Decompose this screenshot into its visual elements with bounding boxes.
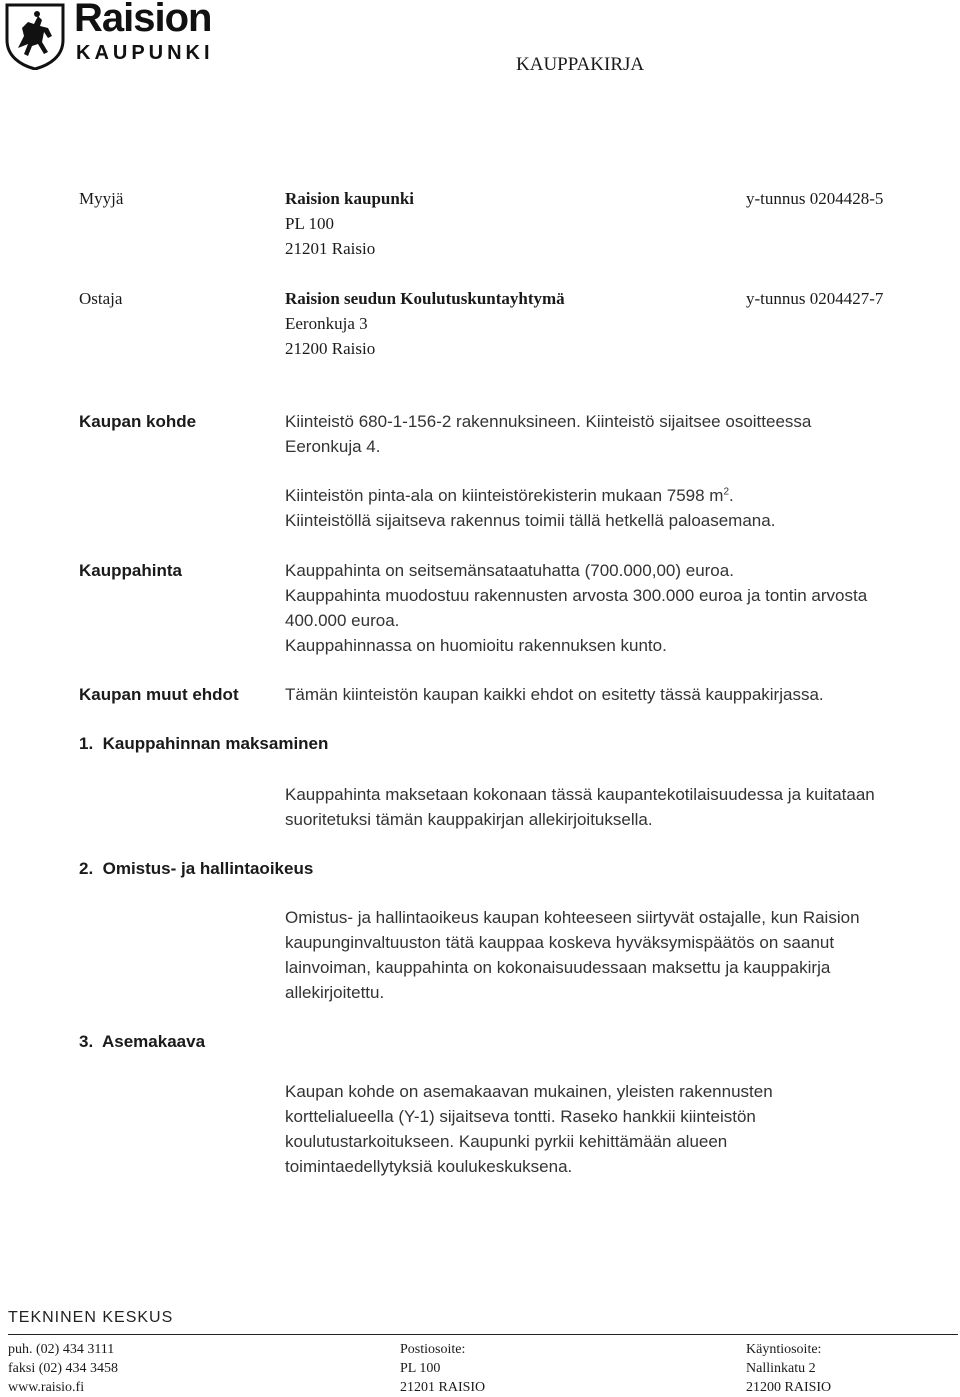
section-3-body — [285, 1079, 773, 1179]
footer-visiting-label: Käyntiosoite: — [746, 1342, 822, 1357]
logo-word-kaupunki: KAUPUNKI — [76, 42, 214, 64]
footer-postal-label: Postiosoite: — [400, 1342, 466, 1357]
section-2-body — [285, 905, 860, 1005]
footer-department: TEKNINEN KESKUS — [8, 1309, 174, 1326]
subject-line-2: Eeronkuja 4. — [285, 437, 381, 456]
footer-postal-city: 21201 RAISIO — [400, 1380, 486, 1395]
subject-area-line — [285, 483, 775, 508]
subject-area-block — [285, 483, 775, 533]
section-2-line-1: Omistus- ja hallintaoikeus kaupan kohteeseen siirtyvät ostajalle, kun Raision — [285, 908, 860, 927]
buyer-address-1: Eeronkuja 3 — [285, 314, 368, 333]
seller-business-id: y-tunnus 0204428-5 — [746, 189, 884, 208]
footer-website-link[interactable]: www.raisio.fi — [8, 1380, 85, 1395]
section-2-line-2: kaupunginvaltuuston tätä kauppaa koskeva hyväksymispäätös on saanut — [285, 933, 835, 952]
price-line-2: Kauppahinta muodostuu rakennusten arvosta 300.000 euroa ja tontin arvosta — [285, 586, 868, 605]
footer-postal-box: PL 100 — [400, 1361, 441, 1376]
area-superscript: 2 — [723, 486, 730, 498]
footer-visiting — [746, 1340, 831, 1397]
section-1-heading: 1. Kauppahinnan maksaminen — [79, 734, 329, 753]
seller-label: Myyjä — [79, 189, 124, 208]
price-line-4: Kauppahinnassa on huomioitu rakennuksen kunto. — [285, 636, 667, 655]
seller-address-1: PL 100 — [285, 214, 334, 233]
section-1-line-2: suoritetuksi tämän kauppakirjan allekirjoituksella. — [285, 810, 653, 829]
logo-word-raision: Raision — [74, 0, 212, 40]
subject-line-1: Kiinteistö 680-1-156-2 rakennuksineen. Kiinteistö sijaitsee osoitteessa — [285, 412, 812, 431]
price-line-3: 400.000 euroa. — [285, 611, 400, 630]
coat-of-arms-icon — [4, 2, 66, 70]
buyer-label: Ostaja — [79, 289, 123, 308]
price-label: Kauppahinta — [79, 561, 182, 580]
section-3-line-2: korttelialueella (Y-1) sijaitseva tontti. Raseko hankkii kiinteistön — [285, 1107, 756, 1126]
seller-block — [285, 186, 414, 261]
subject-label: Kaupan kohde — [79, 412, 197, 431]
footer-phone: puh. (02) 434 3111 — [8, 1342, 115, 1357]
seller-name: Raision kaupunki — [285, 189, 414, 208]
buyer-name: Raision seudun Koulutuskuntayhtymä — [285, 289, 565, 308]
footer-divider — [8, 1334, 958, 1335]
seller-address-2: 21201 Raisio — [285, 239, 376, 258]
section-2-heading: 2. Omistus- ja hallintaoikeus — [79, 859, 314, 878]
section-1-line-1: Kauppahinta maksetaan kokonaan tässä kaupantekotilaisuudessa ja kuitataan — [285, 785, 875, 804]
section-3-line-1: Kaupan kohde on asemakaavan mukainen, yleisten rakennusten — [285, 1082, 773, 1101]
other-terms-text: Tämän kiinteistön kaupan kaikki ehdot on esitetty tässä kauppakirjassa. — [285, 685, 824, 704]
price-block — [285, 558, 867, 658]
area-end: . — [729, 486, 734, 505]
section-2-line-4: allekirjoitettu. — [285, 983, 385, 1002]
section-3-line-3: koulutustarkoitukseen. Kaupunki pyrkii kehittämään alueen — [285, 1132, 728, 1151]
section-2-line-3: lainvoiman, kauppahinta on kokonaisuudessaan maksettu ja kauppakirja — [285, 958, 831, 977]
buyer-address-2: 21200 Raisio — [285, 339, 376, 358]
section-3-line-4: toimintaedellytyksiä koulukeskuksena. — [285, 1157, 573, 1176]
buyer-block — [285, 286, 565, 361]
footer-visiting-street: Nallinkatu 2 — [746, 1361, 816, 1376]
other-terms-label: Kaupan muut ehdot — [79, 685, 239, 704]
raisio-logo — [4, 2, 264, 72]
footer-visiting-city: 21200 RAISIO — [746, 1380, 832, 1395]
buyer-business-id: y-tunnus 0204427-7 — [746, 289, 884, 308]
footer-contact — [8, 1340, 118, 1397]
footer-fax: faksi (02) 434 3458 — [8, 1361, 119, 1376]
section-1-body — [285, 782, 875, 832]
document-title: KAUPPAKIRJA — [516, 54, 645, 75]
subject-block — [285, 409, 811, 459]
section-3-heading: 3. Asemakaava — [79, 1032, 206, 1051]
price-line-1: Kauppahinta on seitsemänsataatuhatta (700.000,00) euroa. — [285, 561, 734, 580]
area-text: Kiinteistön pinta-ala on kiinteistörekisterin mukaan 7598 m — [285, 486, 724, 505]
subject-building-line: Kiinteistöllä sijaitseva rakennus toimii tällä hetkellä paloasemana. — [285, 511, 776, 530]
footer-postal — [400, 1340, 485, 1397]
